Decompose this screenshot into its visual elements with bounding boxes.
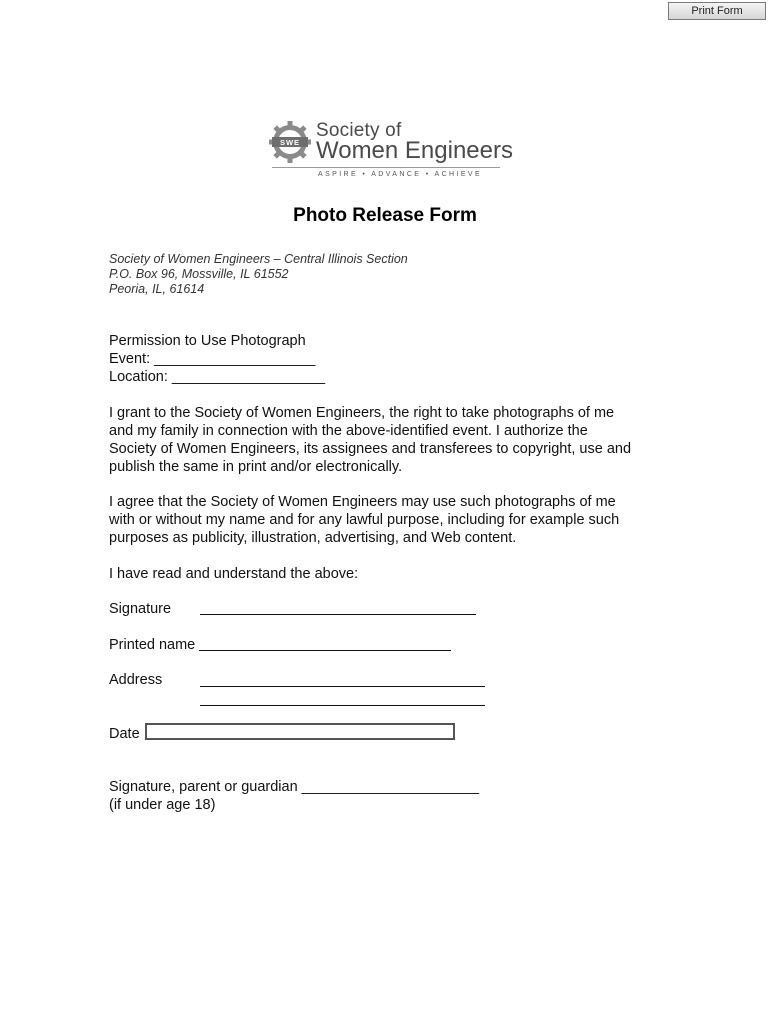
address-line-b: [200, 705, 485, 706]
page-title: Photo Release Form: [293, 205, 477, 226]
agree-paragraph-line-2: with or without my name and for any lawful purpose, including for example such: [109, 512, 620, 528]
grant-paragraph-line-1: I grant to the Society of Women Engineers, the right to take photographs of me: [109, 405, 615, 421]
address-line-1: Society of Women Engineers – Central Illinois Section: [109, 252, 408, 266]
grant-paragraph-line-2: and my family in connection with the above-identified event. I authorize the: [109, 423, 588, 439]
address-line-2: P.O. Box 96, Mossville, IL 61552: [109, 267, 289, 281]
guardian-signature-label: Signature, parent or guardian ______________________: [109, 779, 480, 795]
date-label: Date: [109, 726, 140, 742]
address-line-a: [200, 686, 485, 687]
guardian-note: (if under age 18): [109, 797, 216, 813]
event-field-label: Event: ____________________: [109, 351, 316, 367]
acknowledge-text: I have read and understand the above:: [109, 566, 359, 582]
signature-label: Signature: [109, 601, 172, 617]
printed-name-line: [199, 650, 451, 651]
swe-logo: [268, 118, 513, 182]
grant-paragraph-line-3: Society of Women Engineers, its assignees and transferees to copyright, use and: [109, 441, 632, 457]
address-label: Address: [109, 672, 163, 688]
logo-emblem-text: SWE: [279, 138, 301, 147]
agree-paragraph-line-3: purposes as publicity, illustration, advertising, and Web content.: [109, 530, 517, 546]
permission-heading: Permission to Use Photograph: [109, 333, 306, 349]
logo-tagline: ASPIRE • ADVANCE • ACHIEVE: [318, 171, 483, 178]
logo-divider: [272, 167, 500, 168]
print-form-button[interactable]: Print Form: [668, 2, 766, 20]
address-line-3: Peoria, IL, 61614: [109, 282, 205, 296]
printed-name-label: Printed name: [109, 637, 196, 653]
signature-line: [200, 614, 476, 615]
grant-paragraph-line-4: publish the same in print and/or electronically.: [109, 459, 403, 475]
logo-org-name-line1: Society of: [316, 120, 402, 141]
logo-org-name-line2: Women Engineers: [316, 137, 513, 164]
gear-emblem-icon: [268, 120, 312, 164]
location-field-label: Location: ___________________: [109, 369, 326, 385]
date-input[interactable]: [145, 723, 455, 740]
agree-paragraph-line-1: I agree that the Society of Women Engineers may use such photographs of me: [109, 494, 616, 510]
